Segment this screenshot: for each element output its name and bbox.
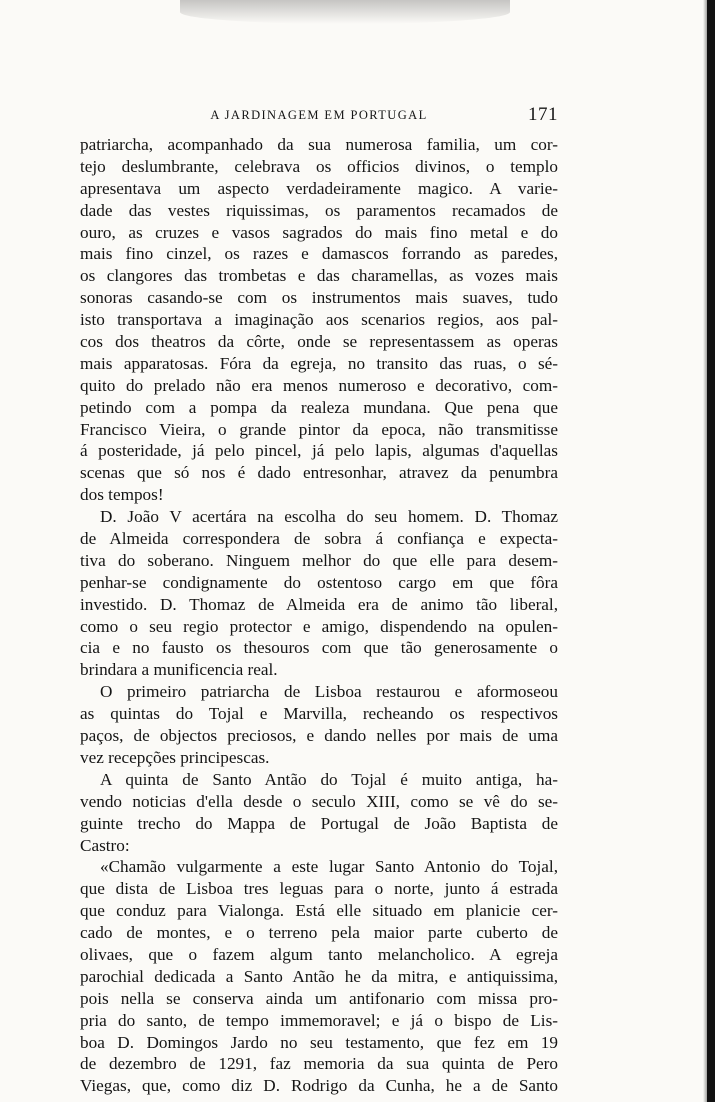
running-title: A JARDINAGEM EM PORTUGAL	[210, 108, 428, 122]
text-line: D. João V acertára na escolha do seu homem. D. Thomaz	[100, 507, 558, 527]
text-line: scenas que só nos é dado entresonhar, atravez da penumbra	[80, 463, 558, 483]
text-line: vez recepções principescas.	[80, 747, 270, 767]
text-line: tejo deslumbrante, celebrava os officios divinos, o templo	[80, 156, 558, 176]
text-line: A quinta de Santo Antão do Tojal é muito antiga, ha-	[100, 769, 558, 789]
text-line: boa D. Domingos Jardo no seu testamento, que fez em 19	[80, 1032, 558, 1052]
text-line: de Almeida correspondera de sobra á confiança e expecta-	[80, 529, 558, 549]
text-line: O primeiro patriarcha de Lisboa restaurou e aformoseou	[100, 682, 558, 702]
page-number: 171	[528, 104, 558, 125]
text-line: patriarcha, acompanhado da sua numerosa familia, um cor-	[80, 135, 558, 154]
text-line: sonoras casando-se com os instrumentos mais suaves, tudo	[80, 288, 558, 308]
text-line: os clangores das trombetas e das charamellas, as vozes mais	[80, 266, 558, 286]
text-line: á posteridade, já pelo pincel, já pelo lapis, algumas d'aquellas	[80, 441, 558, 461]
text-line: que dista de Lisboa tres leguas para o norte, junto á estrada	[80, 879, 558, 899]
text-line: guinte trecho do Mappa de Portugal de João Baptista de	[80, 813, 558, 833]
text-line: investido. D. Thomaz de Almeida era de animo tão liberal,	[80, 594, 558, 614]
text-line: isto transportava a imaginação aos scenarios regios, aos pal-	[80, 310, 558, 330]
text-line: dade das vestes riquissimas, os paramentos recamados de	[80, 200, 558, 220]
text-line: apresentava um aspecto verdadeiramente magico. A varie-	[80, 178, 558, 198]
text-line: cado de montes, e o terreno pela maior parte cuberto de	[80, 923, 558, 943]
text-line: mais fino cinzel, os razes e damascos forrando as paredes,	[80, 244, 558, 264]
text-line: que conduz para Vialonga. Está elle situado em planicie cer-	[80, 901, 558, 921]
text-line: as quintas do Tojal e Marvilla, recheando os respectivos	[80, 704, 558, 724]
text-line: penhar-se condignamente do ostentoso cargo em que fôra	[80, 572, 558, 592]
running-head	[80, 104, 558, 126]
scan-edge	[707, 0, 715, 1102]
text-body	[80, 134, 558, 1097]
text-line: ouro, as cruzes e vasos sagrados do mais fino metal e do	[80, 222, 558, 242]
text-line: quito do prelado não era menos numeroso e decorativo, com-	[80, 375, 558, 395]
text-line: vendo noticias d'ella desde o seculo XIII, como se vê do se-	[80, 791, 558, 811]
text-line: «Chamão vulgarmente a este lugar Santo Antonio do Tojal,	[100, 857, 558, 877]
text-line: cos dos theatros da côrte, onde se representassem as operas	[80, 332, 558, 352]
text-line: brindara a munificencia real.	[80, 660, 278, 680]
text-line: dos tempos!	[80, 485, 164, 505]
text-line: cia e no fausto os thesouros com que tão generosamente o	[80, 638, 558, 658]
text-line: paços, de objectos preciosos, e dando nelles por mais de uma	[80, 726, 558, 746]
text-line: Castro:	[80, 835, 130, 855]
text-line: de dezembro de 1291, faz memoria da sua quinta de Pero	[80, 1054, 558, 1074]
scan-shadow	[180, 0, 510, 24]
text-line: pois nella se conserva ainda um antifonario com missa pro-	[80, 988, 558, 1008]
text-line: olivaes, que o fazem algum tanto melancholico. A egreja	[80, 944, 558, 964]
text-line: tiva do soberano. Ninguem melhor do que elle para desem-	[80, 550, 558, 570]
scan-edge-shade	[703, 0, 707, 1102]
text-line: petindo com a pompa da realeza mundana. Que pena que	[80, 397, 558, 417]
text-line: mais apparatosas. Fóra da egreja, no transito das ruas, o sé-	[80, 353, 558, 373]
text-line: parochial dedicada a Santo Antão he da mitra, e antiquissima,	[80, 966, 558, 986]
text-line: como o seu regio protector e amigo, dispendendo na opulen-	[80, 616, 558, 636]
text-line: Francisco Vieira, o grande pintor da epoca, não transmitisse	[80, 419, 558, 439]
text-line: Viegas, que, como diz D. Rodrigo da Cunha, he a de Santo	[80, 1076, 558, 1096]
text-line: pria do santo, de tempo immemoravel; e já o bispo de Lis-	[80, 1010, 558, 1030]
